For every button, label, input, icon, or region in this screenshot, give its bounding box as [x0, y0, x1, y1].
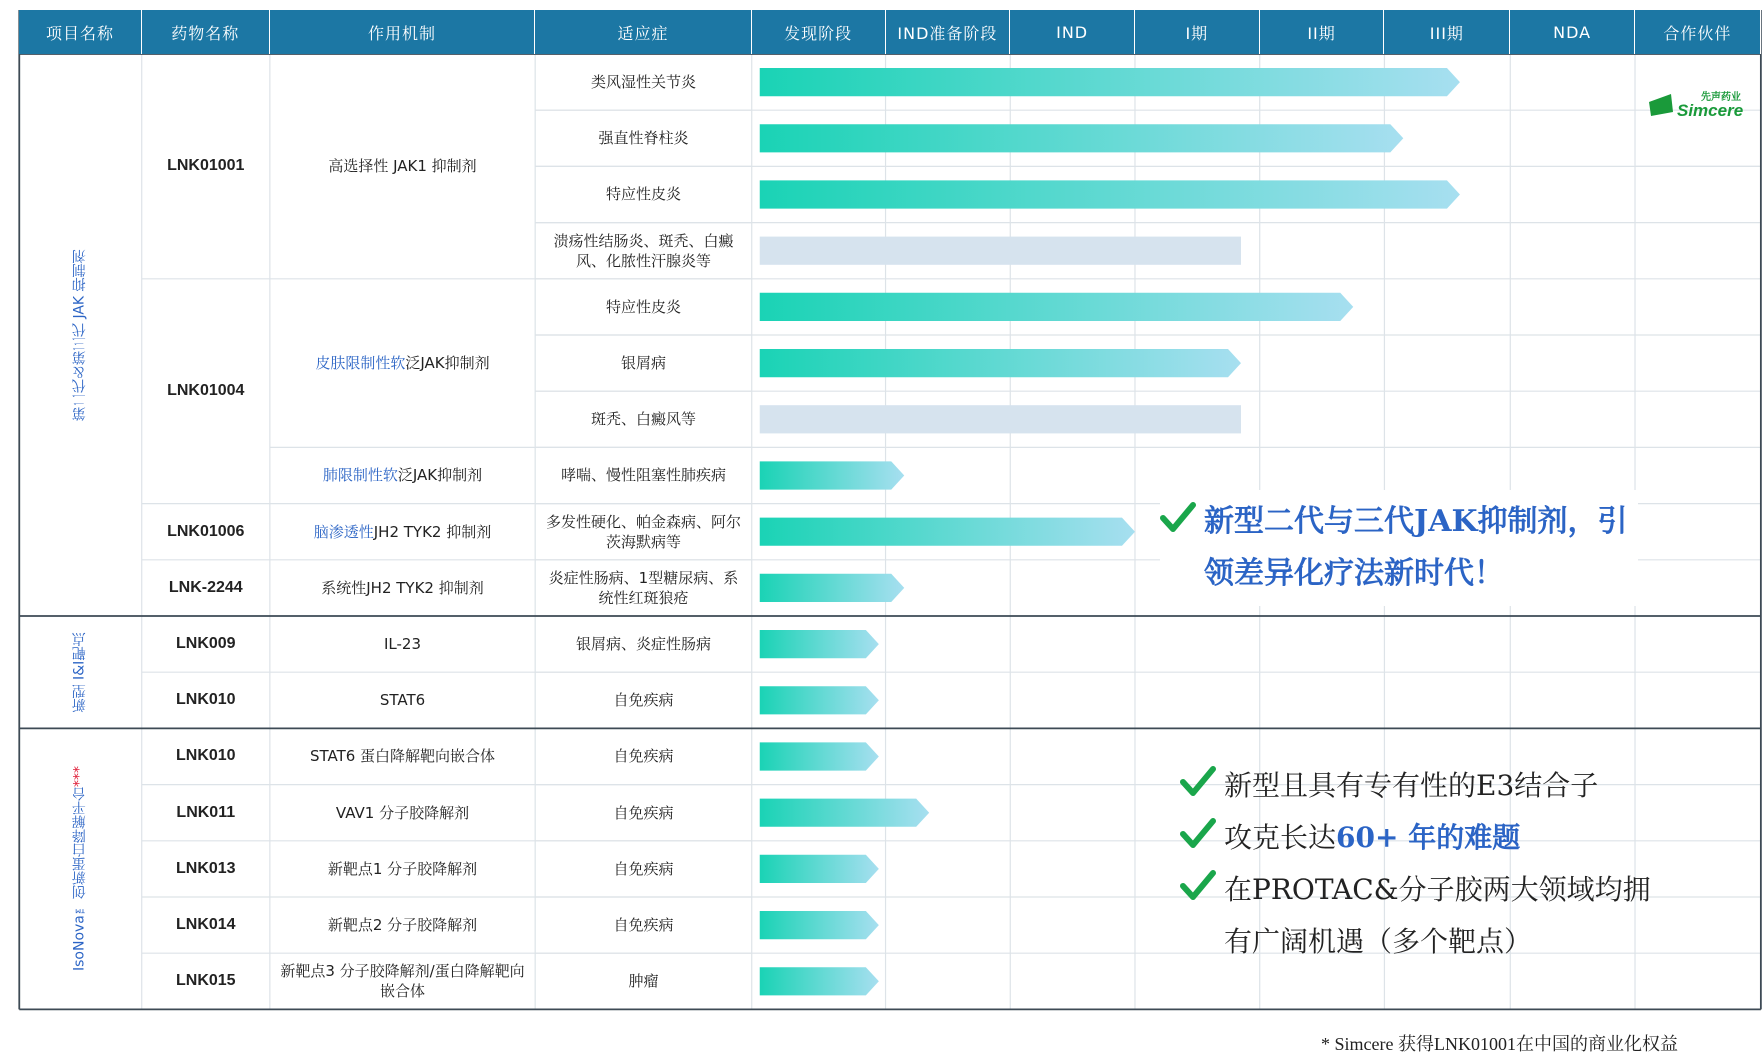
indication: 自免疾病 — [613, 803, 674, 822]
mechanism-highlight: 脑渗透性 — [313, 522, 374, 541]
category-label — [19, 54, 141, 616]
category-label-line: 创新蛋白降解平台*** — [71, 766, 88, 900]
indication: 强直性脊柱炎 — [598, 129, 689, 148]
pipeline-bar — [760, 180, 1460, 208]
drug-name: LNK011 — [176, 803, 236, 821]
indication: 特应性皮炎 — [605, 185, 681, 204]
mechanism — [278, 728, 527, 784]
mechanism-highlight: 肺限制性软 — [322, 466, 398, 485]
callout-isonova — [1180, 760, 1651, 968]
indication: 类风湿性关节炎 — [590, 73, 696, 92]
indication: 多发性硬化、帕金森病、阿尔茨海默病等 — [545, 512, 741, 551]
header-cell: 适应症 — [535, 10, 752, 54]
header-cell: 发现阶段 — [752, 10, 886, 54]
pipeline-bar — [760, 574, 905, 602]
drug-name: LNK01004 — [167, 382, 245, 400]
indication: 银屑病 — [620, 354, 666, 373]
pipeline-bar — [760, 799, 929, 827]
drug-name: LNK014 — [175, 916, 236, 934]
pipeline-bar — [760, 293, 1354, 321]
indication: 哮喘、慢性阻塞性肺疾病 — [560, 466, 726, 485]
indication: 自免疾病 — [613, 691, 674, 710]
mechanism-text: JH2 TYK2 抑制剂 — [373, 522, 492, 541]
header-cell: 合作伙伴 — [1635, 10, 1761, 54]
header-cell: II期 — [1260, 10, 1385, 54]
category-star: *** — [71, 766, 88, 788]
callout-item-2-text: 攻克长达 — [1224, 821, 1337, 854]
category-label-line: 新型 I&I — [71, 660, 88, 713]
mechanism-text: 新靶点3 分子胶降解剂/蛋白降解靶向嵌合体 — [280, 962, 525, 1001]
callout-item-3-line1: 在PROTAC&分子胶两大领域均拥 — [1224, 873, 1651, 906]
drug-name: LNK015 — [175, 972, 236, 990]
header-cell: IND准备阶段 — [886, 10, 1011, 54]
logo-en-text: Simcere — [1677, 101, 1744, 120]
indication: 自免疾病 — [613, 859, 674, 878]
callout-jak-line2: 领差异化疗法新时代！ — [1204, 556, 1504, 591]
indication: 自免疾病 — [613, 916, 674, 935]
header-cell: IND — [1010, 10, 1135, 54]
mechanism — [278, 785, 527, 841]
pipeline-bar — [760, 630, 879, 658]
callout-jak — [1160, 490, 1638, 606]
pipeline-bar — [760, 349, 1241, 377]
callout-jak-row — [1160, 496, 1628, 600]
mechanism — [278, 447, 527, 503]
mechanism — [278, 616, 527, 672]
checkmark-icon — [1160, 500, 1196, 536]
header-cell: 项目名称 — [19, 10, 141, 54]
mechanism — [278, 672, 527, 728]
checkmark-icon — [1180, 764, 1216, 800]
pipeline-bar — [760, 461, 905, 489]
drug-name: LNK01001 — [167, 157, 245, 175]
mechanism — [278, 560, 527, 616]
drug-name: LNK009 — [175, 635, 236, 653]
checkmark-icon — [1180, 868, 1216, 904]
header-cell: 作用机制 — [270, 10, 535, 54]
mechanism — [278, 279, 527, 448]
category-label — [19, 616, 141, 728]
header-cell: NDA — [1510, 10, 1635, 54]
callout-jak-line1: 新型二代与三代JAK抑制剂，引 — [1204, 504, 1628, 539]
drug-name: LNK01006 — [167, 522, 245, 540]
mechanism — [278, 54, 527, 279]
category-label-line: IsoNova™ — [71, 899, 88, 972]
drug-name: LNK010 — [175, 747, 236, 765]
header-cell: 药物名称 — [142, 10, 270, 54]
mechanism-text: 泛JAK抑制剂 — [405, 354, 490, 373]
logo-cn-text: 先声药业 — [1701, 92, 1742, 103]
pipeline-bar — [760, 68, 1460, 96]
indication: 银屑病、炎症性肠病 — [575, 635, 711, 654]
checkmark-icon — [1180, 816, 1216, 852]
callout-item-3 — [1180, 864, 1651, 968]
mechanism — [278, 953, 527, 1009]
mechanism — [278, 504, 527, 560]
indication: 斑秃、白癜风等 — [590, 410, 696, 429]
callout-item-2 — [1180, 812, 1651, 864]
mechanism-text: IL-23 — [383, 635, 422, 654]
mechanism-text: 新靶点2 分子胶降解剂 — [327, 916, 478, 935]
callout-item-1 — [1180, 760, 1651, 812]
mechanism — [278, 841, 527, 897]
footnote: * Simcere 获得LNK01001在中国的商业化权益 — [1321, 1034, 1678, 1054]
simcere-logo — [1649, 90, 1743, 120]
pipeline-bar — [760, 855, 879, 883]
logo-mark-icon — [1649, 94, 1673, 116]
pipeline-bar — [760, 911, 879, 939]
indication: 特应性皮炎 — [605, 297, 681, 316]
header-cell: I期 — [1135, 10, 1260, 54]
indication: 肿瘤 — [628, 972, 659, 991]
mechanism-highlight: 皮肤限制性软 — [315, 354, 406, 373]
pipeline-bar — [760, 237, 1241, 265]
indication: 炎症性肠病、1型糖尿病、系统性红斑狼疮 — [548, 568, 739, 607]
mechanism-text: 新靶点1 分子胶降解剂 — [327, 859, 478, 878]
pipeline-bar — [760, 742, 879, 770]
mechanism-text: 高选择性 JAK1 抑制剂 — [328, 157, 477, 176]
mechanism-text: 泛JAK抑制剂 — [397, 466, 483, 485]
category-label-line: 靶点 — [71, 632, 88, 661]
drug-name: LNK010 — [175, 691, 236, 709]
pipeline-bar — [760, 124, 1404, 152]
callout-item-3-line2: 有广阔机遇（多个靶点） — [1224, 925, 1533, 958]
indication: 溃疡性结肠炎、斑秃、白癜风、化脓性汗腺炎等 — [553, 231, 734, 270]
mechanism-text: STAT6 — [379, 691, 426, 710]
callout-item-1-text: 新型且具有专有性的E3结合子 — [1224, 769, 1599, 802]
mechanism-text: STAT6 蛋白降解靶向嵌合体 — [309, 747, 496, 766]
pipeline-bar — [760, 967, 879, 995]
indication: 自免疾病 — [613, 747, 674, 766]
drug-name: LNK-2244 — [168, 578, 243, 596]
callout-item-2-highlight: 60+ 年的难题 — [1336, 821, 1521, 854]
category-label-line: 第二代＆第三代 JAK 抑制剂 — [71, 249, 88, 421]
category-label — [19, 728, 141, 1009]
mechanism-text: VAV1 分子胶降解剂 — [335, 803, 470, 822]
pipeline-bar — [760, 518, 1135, 546]
pipeline-bar — [760, 405, 1241, 433]
mechanism — [278, 897, 527, 953]
drug-name: LNK013 — [175, 859, 236, 877]
pipeline-bar — [760, 686, 879, 714]
header-cell: III期 — [1384, 10, 1510, 54]
mechanism-text: 系统性JH2 TYK2 抑制剂 — [321, 578, 484, 597]
